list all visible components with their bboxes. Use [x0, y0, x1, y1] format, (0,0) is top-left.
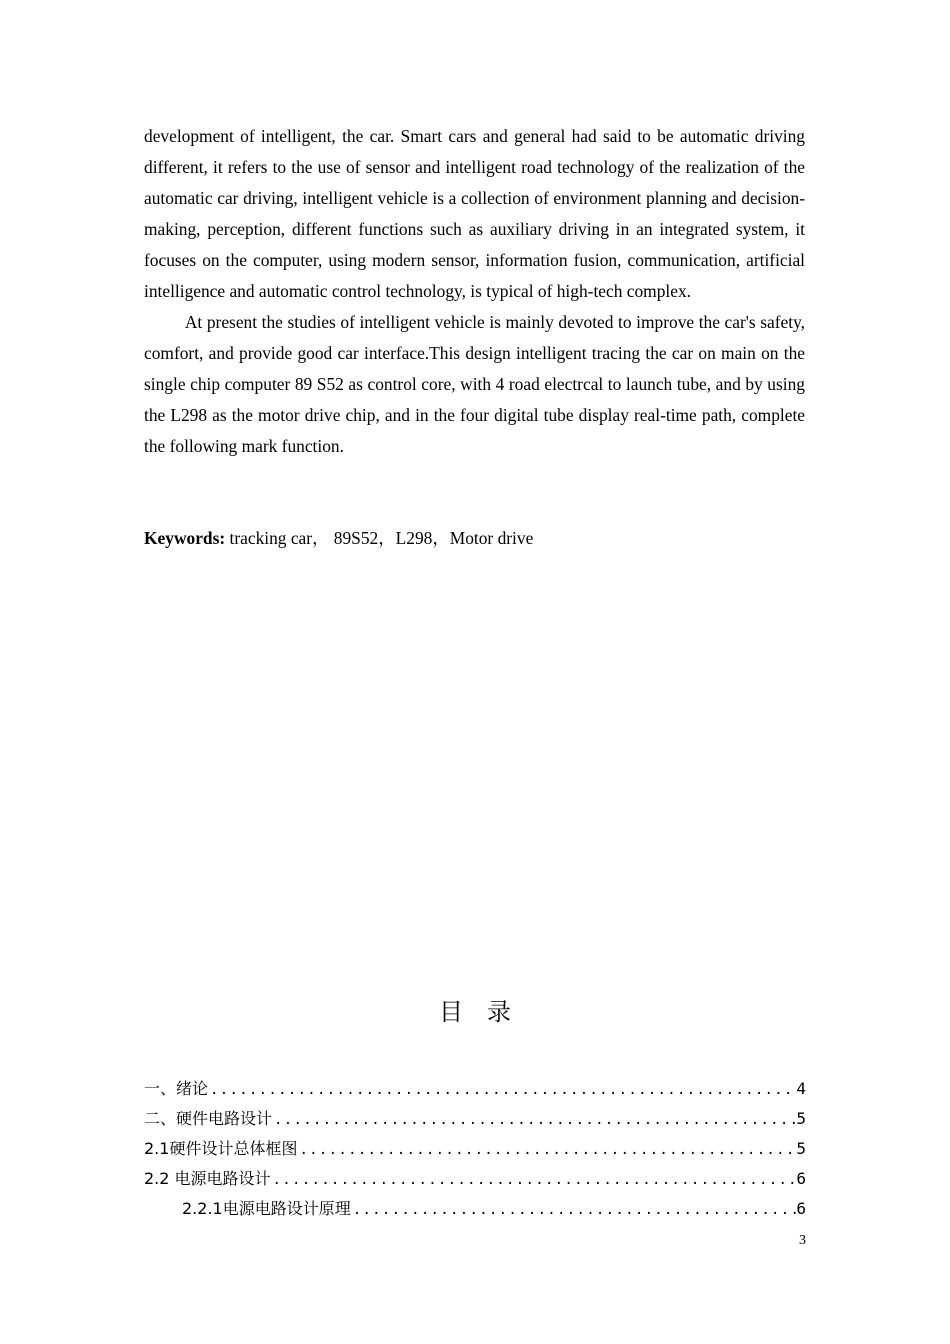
- toc-entry[interactable]: [144, 1134, 806, 1164]
- toc-leader-dots: [208, 1075, 796, 1104]
- toc-entry-subsection[interactable]: [144, 1194, 806, 1224]
- keywords-value: tracking car， 89S52，L298，Motor drive: [225, 528, 534, 548]
- toc-entry-text: 2.2 电源电路设计: [144, 1169, 271, 1188]
- toc-leader-dots: [351, 1195, 797, 1224]
- toc-entry-page: 6: [796, 1199, 806, 1218]
- toc-entry-text: 2.1硬件设计总体框图: [144, 1139, 298, 1158]
- keywords-line: [144, 523, 805, 554]
- toc-entry-page: 4: [796, 1079, 806, 1098]
- table-of-contents: [144, 1074, 806, 1224]
- toc-entry-page: 6: [796, 1169, 806, 1188]
- toc-entry-page: 5: [796, 1109, 806, 1128]
- toc-entry-text: 2.2.1电源电路设计原理: [182, 1199, 351, 1218]
- toc-entry[interactable]: [144, 1074, 806, 1104]
- toc-entry[interactable]: [144, 1104, 806, 1134]
- toc-leader-dots: [297, 1135, 796, 1164]
- toc-entry-text: 一、绪论: [144, 1079, 209, 1098]
- toc-title: 目录: [439, 998, 535, 1026]
- toc-entry-page: 5: [796, 1139, 806, 1158]
- keywords-label: Keywords:: [144, 528, 226, 548]
- abstract-paragraph-1: development of intelligent, the car. Smart cars and general had said to be automatic driving different, it refers to the use of sensor and intelligent road technology of the realization of the automatic car driving, intelligent vehicle is a collection of environment planning and decision-making, perception, different functions such as auxiliary driving in an integrated system, it focuses on the computer, using modern sensor, information fusion, communication, artificial intelligence and automatic control technology, is typical of high-tech complex.: [144, 126, 805, 301]
- abstract-body: [144, 121, 805, 462]
- abstract-paragraph-2: At present the studies of intelligent vehicle is mainly devoted to improve the car's safety, comfort, and provide good car interface.This design intelligent tracing the car on main on the single chip computer 89 S52 as control core, with 4 road electrcal to launch tube, and by using the L298 as the motor drive chip, and in the four digital tube display real-time path, complete the following mark function.: [144, 312, 805, 456]
- toc-leader-dots: [271, 1165, 797, 1194]
- toc-entry[interactable]: [144, 1164, 806, 1194]
- toc-entry-text: 二、硬件电路设计: [144, 1109, 273, 1128]
- page-number: 3: [799, 1233, 806, 1248]
- toc-leader-dots: [272, 1105, 796, 1134]
